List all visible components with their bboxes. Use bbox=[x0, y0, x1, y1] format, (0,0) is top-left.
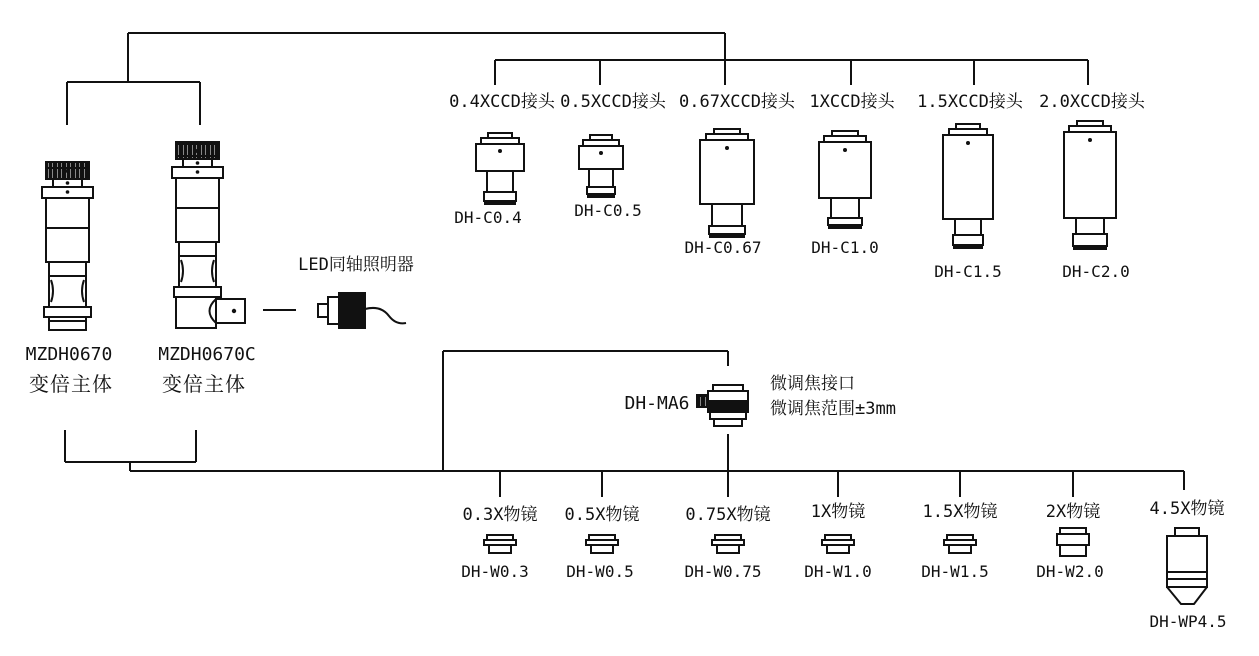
ccd-adapter-code-0.67x: DH-C0.67 bbox=[684, 238, 762, 257]
objective-label-1.5x: 1.5X物镜 bbox=[922, 502, 998, 522]
objective-label-4.5x: 4.5X物镜 bbox=[1149, 499, 1225, 519]
ccd-adapter-drawing-0.67x bbox=[700, 129, 754, 238]
objective-code-4.5x: DH-WP4.5 bbox=[1149, 612, 1227, 631]
ccd-adapter-label-0.5x: 0.5XCCD接头 bbox=[560, 92, 666, 112]
ccd-adapter-code-0.5x: DH-C0.5 bbox=[574, 201, 642, 220]
ccd-adapter-label-1x: 1XCCD接头 bbox=[809, 92, 895, 112]
body-type-mzdh0670: 变倍主体 bbox=[29, 372, 113, 396]
objective-drawing-1x bbox=[822, 535, 854, 553]
objective-label-0.3x: 0.3X物镜 bbox=[462, 505, 538, 525]
fine-focus-note-line1: 微调焦接口 bbox=[770, 374, 855, 394]
led-illuminator-label: LED同轴照明器 bbox=[298, 255, 414, 275]
fine-focus-adapter-drawing bbox=[697, 385, 748, 426]
objective-code-0.5x: DH-W0.5 bbox=[566, 562, 634, 581]
ccd-adapter-drawing-1.5x bbox=[943, 124, 993, 249]
objective-drawing-0.75x bbox=[712, 535, 744, 553]
mzdh0670c-body-drawing bbox=[172, 142, 245, 328]
objective-code-1x: DH-W1.0 bbox=[804, 562, 872, 581]
ccd-adapter-label-0.67x: 0.67XCCD接头 bbox=[679, 92, 795, 112]
objective-label-2x: 2X物镜 bbox=[1045, 502, 1101, 522]
objective-code-0.3x: DH-W0.3 bbox=[461, 562, 529, 581]
ccd-adapter-drawing-0.5x bbox=[579, 135, 623, 198]
ccd-adapter-label-1.5x: 1.5XCCD接头 bbox=[917, 92, 1023, 112]
objective-drawing-4.5x bbox=[1167, 528, 1207, 604]
ccd-adapter-code-1x: DH-C1.0 bbox=[811, 238, 879, 257]
fine-focus-code: DH-MA6 bbox=[624, 393, 690, 414]
objective-code-2x: DH-W2.0 bbox=[1036, 562, 1104, 581]
body-model-mzdh0670c: MZDH0670C bbox=[158, 344, 256, 365]
objective-drawing-2x bbox=[1057, 528, 1089, 556]
mzdh0670-body-drawing bbox=[42, 162, 93, 330]
objective-label-1x: 1X物镜 bbox=[810, 502, 866, 522]
body-model-mzdh0670: MZDH0670 bbox=[25, 344, 113, 365]
objective-drawing-0.3x bbox=[484, 535, 516, 553]
objective-drawing-1.5x bbox=[944, 535, 976, 553]
objective-code-0.75x: DH-W0.75 bbox=[684, 562, 762, 581]
led-illuminator-drawing bbox=[318, 293, 406, 328]
objective-label-0.75x: 0.75X物镜 bbox=[685, 505, 771, 525]
ccd-adapter-label-0.4x: 0.4XCCD接头 bbox=[449, 92, 555, 112]
objective-code-1.5x: DH-W1.5 bbox=[921, 562, 989, 581]
ccd-adapter-label-2.0x: 2.0XCCD接头 bbox=[1039, 92, 1145, 112]
ccd-adapter-code-2.0x: DH-C2.0 bbox=[1062, 262, 1130, 281]
ccd-adapter-code-1.5x: DH-C1.5 bbox=[934, 262, 1002, 281]
ccd-adapter-drawing-2.0x bbox=[1064, 121, 1116, 250]
objective-label-0.5x: 0.5X物镜 bbox=[564, 505, 640, 525]
objective-drawing-0.5x bbox=[586, 535, 618, 553]
body-type-mzdh0670c: 变倍主体 bbox=[162, 372, 246, 396]
ccd-adapter-code-0.4x: DH-C0.4 bbox=[454, 208, 522, 227]
ccd-adapter-drawing-0.4x bbox=[476, 133, 524, 205]
fine-focus-note-line2: 微调焦范围±3mm bbox=[770, 399, 896, 419]
ccd-adapter-drawing-1x bbox=[819, 131, 871, 229]
